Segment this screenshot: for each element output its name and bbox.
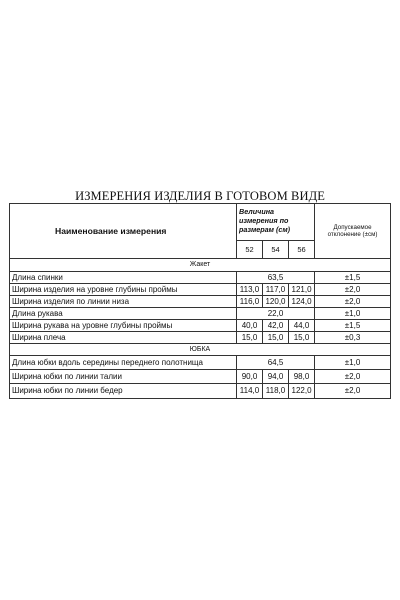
tolerance-value: ±2,0 — [315, 384, 391, 399]
measurement-name: Ширина изделия на уровне глубины проймы — [10, 284, 237, 296]
measurements-table — [9, 203, 391, 399]
measurement-name: Ширина юбки по линии бедер — [10, 384, 237, 399]
measurement-value-size-56: 15,0 — [289, 332, 315, 344]
section-label: ЮБКА — [10, 344, 391, 356]
measurement-value-size-56: 124,0 — [289, 296, 315, 308]
page-title: ИЗМЕРЕНИЯ ИЗДЕЛИЯ В ГОТОВОМ ВИДЕ — [75, 189, 325, 203]
measurement-value-size-52: 114,0 — [237, 384, 263, 399]
measurement-value-all-sizes: 63,5 — [237, 272, 315, 284]
measurement-value-all-sizes: 22,0 — [237, 308, 315, 320]
table-row — [10, 332, 391, 344]
header-size-values: Величина измерения по размерам (см) — [237, 204, 315, 241]
measurement-name: Ширина плеча — [10, 332, 237, 344]
table-row — [10, 356, 391, 370]
tolerance-value: ±1,0 — [315, 308, 391, 320]
header-measurement-name: Наименование измерения — [10, 204, 237, 259]
table-row — [10, 284, 391, 296]
table-row — [10, 320, 391, 332]
measurement-name: Ширина рукава на уровне глубины проймы — [10, 320, 237, 332]
measurement-value-size-52: 90,0 — [237, 370, 263, 384]
table-row — [10, 272, 391, 284]
tolerance-value: ±2,0 — [315, 284, 391, 296]
tolerance-value: ±2,0 — [315, 370, 391, 384]
measurement-name: Ширина юбки по линии талии — [10, 370, 237, 384]
measurement-value-size-54: 120,0 — [263, 296, 289, 308]
table-row — [10, 308, 391, 320]
tolerance-value: ±1,5 — [315, 272, 391, 284]
section-row — [10, 344, 391, 356]
section-row — [10, 259, 391, 272]
tolerance-value: ±1,5 — [315, 320, 391, 332]
table-row — [10, 296, 391, 308]
measurement-value-size-52: 113,0 — [237, 284, 263, 296]
measurement-name: Длина юбки вдоль середины переднего полотнища — [10, 356, 237, 370]
size-56: 56 — [289, 241, 315, 259]
measurement-value-size-56: 121,0 — [289, 284, 315, 296]
measurement-value-all-sizes: 64,5 — [237, 356, 315, 370]
size-54: 54 — [263, 241, 289, 259]
measurement-value-size-56: 98,0 — [289, 370, 315, 384]
tolerance-value: ±2,0 — [315, 296, 391, 308]
measurement-value-size-56: 44,0 — [289, 320, 315, 332]
table-row — [10, 384, 391, 399]
measurement-name: Длина спинки — [10, 272, 237, 284]
header-tolerance: Допускаемое отклонение (±см) — [315, 204, 391, 259]
tolerance-value: ±0,3 — [315, 332, 391, 344]
measurement-value-size-56: 122,0 — [289, 384, 315, 399]
section-label: Жакет — [10, 259, 391, 272]
measurement-name: Длина рукава — [10, 308, 237, 320]
measurement-value-size-54: 94,0 — [263, 370, 289, 384]
measurement-value-size-52: 116,0 — [237, 296, 263, 308]
size-52: 52 — [237, 241, 263, 259]
measurement-name: Ширина изделия по линии низа — [10, 296, 237, 308]
table-row — [10, 370, 391, 384]
measurement-value-size-54: 117,0 — [263, 284, 289, 296]
header-row — [10, 204, 391, 241]
measurement-value-size-54: 118,0 — [263, 384, 289, 399]
tolerance-value: ±1,0 — [315, 356, 391, 370]
measurement-value-size-54: 42,0 — [263, 320, 289, 332]
measurement-value-size-54: 15,0 — [263, 332, 289, 344]
measurement-value-size-52: 40,0 — [237, 320, 263, 332]
measurement-value-size-52: 15,0 — [237, 332, 263, 344]
